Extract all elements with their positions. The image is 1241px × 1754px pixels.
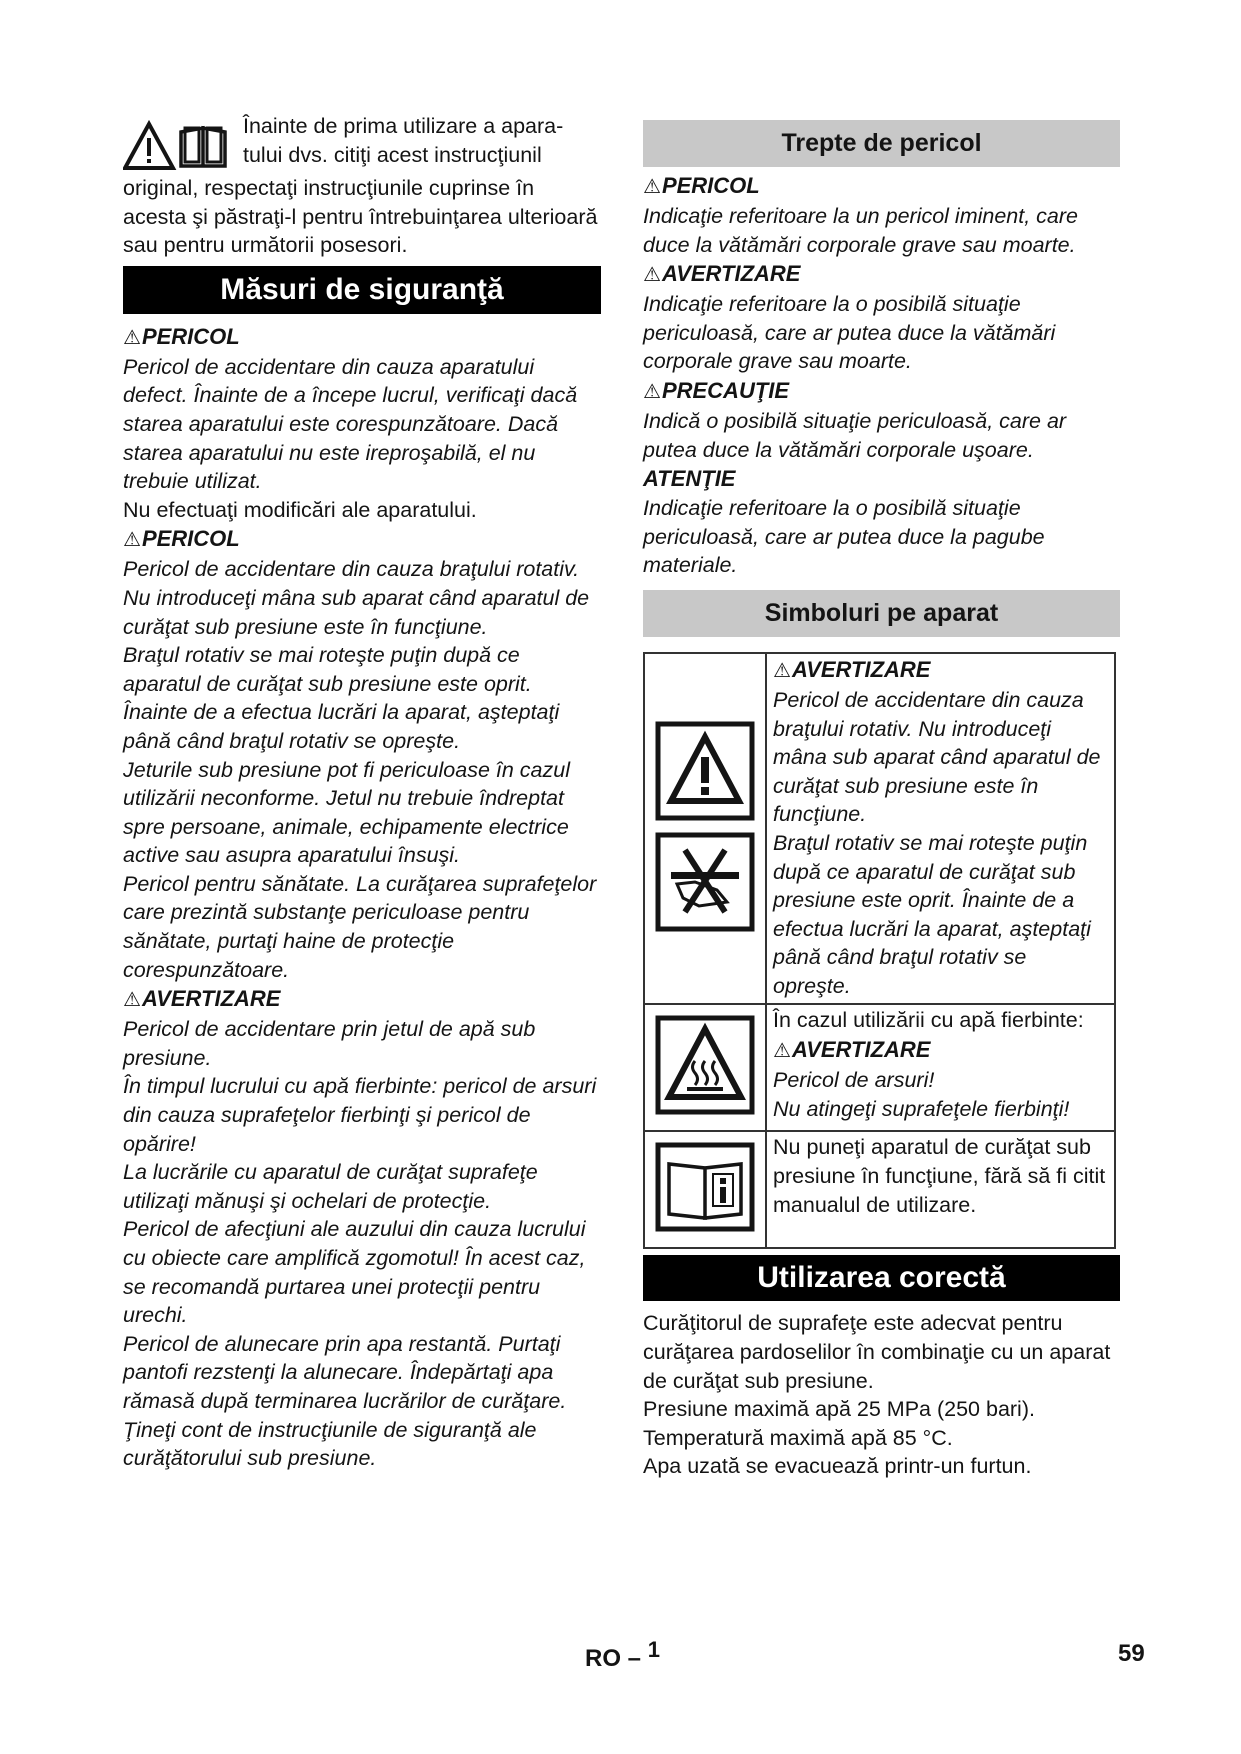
symbol-icons-cell [644, 653, 766, 1005]
symbol-text-cell-1 [766, 653, 1115, 1005]
level-label-atentie: ATENŢIE [643, 466, 736, 492]
intro-line-1: Înainte de prima utilizare a apara- [243, 114, 564, 138]
warning-icon: ⚠ [123, 326, 141, 349]
danger-text-2b: Braţul rotativ se mai roteşte puţin după ce aparatul de curăţat sub presiune este oprit. Înainte de a efectua lucrări la aparat, aşteptaţi până când braţul rotativ se opreşte. [123, 643, 560, 753]
symbol-text-1b: Braţul rotativ se mai roteşte puţin după ce aparatul de curăţat sub presiune este oprit. Înainte de a efectua lucrări la aparat, aşteptaţi până când braţul rotativ se opreşte. [773, 830, 1091, 998]
level-label-precautie: ⚠PRECAUŢIE [643, 377, 790, 403]
section-title-symbols: Simboluri pe aparat [643, 590, 1120, 637]
danger-text-1-normal: Nu efectuaţi modificări ale aparatului. [123, 497, 477, 522]
symbol-text-cell-2 [766, 1004, 1115, 1131]
symbol-intro-hot-water: În cazul utilizării cu apă fierbinte: [773, 1008, 1084, 1033]
symbols-table [643, 652, 1116, 1250]
section-title-usage: Utilizarea corectă [643, 1255, 1120, 1301]
usage-text-3: Temperatură maximă apă 85 °C. [643, 1425, 953, 1450]
level-label-avertizare: ⚠AVERTIZARE [643, 261, 801, 287]
symbol-label-avertizare-1: ⚠AVERTIZARE [773, 656, 931, 682]
label-pericol-1: ⚠PERICOL [123, 323, 240, 349]
warning-text-c: La lucrările cu aparatul de curăţat suprafeţe utilizaţi mănuşi şi ochelari de protecţie. [123, 1160, 538, 1213]
level-label-pericol: ⚠PERICOL [643, 173, 760, 198]
symbol-text-2b: Nu atingeţi suprafeţele fierbinţi! [773, 1096, 1070, 1121]
symbol-row-rotating-arm [644, 653, 1115, 1005]
section-title-safety: Măsuri de siguranţă [123, 266, 601, 314]
warning-text-d: Pericol de afecţiuni ale auzului din cauza lucrului cu obiecte care amplifică zgomotul! În acest caz, se recomandă purtarea unei protecţii pentru urechi. [123, 1217, 586, 1328]
usage-text-1: Curăţitorul de suprafeţe este adecvat pentru curăţarea pardoselilor în combinaţie cu un aparat de curăţat sub presiune. [643, 1311, 1111, 1393]
warning-text-f: Ţineţi cont de instrucţiunile de siguranţă ale curăţătorului sub presiune. [123, 1417, 537, 1471]
symbol-text-1a: Pericol de accidentare din cauza braţului rotativ. Nu introduceţi mâna sub aparat când aparatul de curăţat sub presiune este în funcţiune. [773, 687, 1101, 827]
level-text-atentie: Indicaţie referitoare la o posibilă situaţie periculoasă, care ar putea duce la pagube materiale. [643, 496, 1045, 578]
danger-text-2a: Pericol de accidentare din cauza braţului rotativ. Nu introduceţi mâna sub aparat când aparatul de curăţat sub presiune este în funcţiune. [123, 557, 590, 639]
warning-text-e: Pericol de alunecare prin apa restantă. Purtaţi pantofi rezstenţi la alunecare. Îndepărtaţi apa rămasă după terminarea lucrărilor de curăţare. [123, 1331, 567, 1413]
warning-text-a: Pericol de accidentare prin jetul de apă sub presiune. [123, 1017, 536, 1070]
warning-icon: ⚠ [643, 264, 661, 287]
danger-text-1: Pericol de accidentare din cauza aparatului defect. Înainte de a începe lucrul, verificaţi dacă starea aparatului este corespunzătoare. Dacă starea aparatului nu este ireproşabilă, el nu trebuie utilizat. [123, 354, 578, 494]
level-text-avertizare: Indicaţie referitoare la o posibilă situaţie periculoasă, care ar putea duce la vătămări corporale grave sau moarte. [643, 292, 1056, 374]
symbol-row-hot-surface [644, 1004, 1115, 1131]
no-hand-under-device-icon [655, 832, 755, 932]
intro [123, 112, 601, 260]
intro-line-2: tului dvs. citiţi acest instrucţiunil [243, 142, 542, 167]
usage-text-4: Apa uzată se evacuează printr-un furtun. [643, 1454, 1032, 1479]
warning-icon: ⚠ [773, 1040, 791, 1063]
danger-text-2d: Pericol pentru sănătate. La curăţarea suprafeţelor care prezintă substanţe periculoase pentru sănătate, purtaţi haine de protecţie corespunzătoare. [123, 871, 597, 982]
warning-icon: ⚠ [123, 989, 141, 1012]
usage-text-2: Presiune maximă apă 25 MPa (250 bari). [643, 1397, 1035, 1422]
symbol-text-2a: Pericol de arsuri! [773, 1068, 935, 1093]
level-text-precautie: Indică o posibilă situaţie periculoasă, care ar putea duce la vătămări corporale uşoare. [643, 408, 1067, 462]
symbol-text-cell-3 [766, 1131, 1115, 1248]
footer-language: RO – $^1$ [585, 1637, 660, 1672]
label-pericol-2: ⚠PERICOL [123, 526, 240, 552]
warning-text-b: În timpul lucrului cu apă fierbinte: pericol de arsuri din cauza suprafeţelor fierbinţi şi pericol de opărire! [123, 1074, 597, 1156]
label-avertizare: ⚠AVERTIZARE [123, 986, 281, 1012]
read-manual-icon [655, 1142, 755, 1232]
left-column [123, 112, 601, 1473]
hot-surface-icon [655, 1015, 755, 1115]
warning-and-manual-icon [123, 118, 235, 174]
warning-icon: ⚠ [773, 659, 791, 682]
symbol-label-avertizare-2: ⚠AVERTIZARE [773, 1037, 931, 1063]
symbol-text-3: Nu puneţi aparatul de curăţat sub presiune în funcţiune, fără să fi citit manualul de utilizare. [773, 1135, 1106, 1217]
warning-icon: ⚠ [643, 380, 661, 403]
warning-icon: ⚠ [643, 176, 661, 198]
section-title-levels: Trepte de pericol [643, 120, 1120, 167]
right-column [643, 120, 1120, 1481]
warning-icon: ⚠ [123, 529, 141, 552]
level-text-pericol: Indicaţie referitoare la un pericol iminent, care duce la vătămări corporale grave sau moarte. [643, 204, 1078, 257]
symbol-row-manual [644, 1131, 1115, 1248]
danger-text-2c: Jeturile sub presiune pot fi periculoase în cazul utilizării neconforme. Jetul nu trebuie îndreptat spre persoane, animale, echipamente electrice active sau asupra aparatului însuşi. [123, 757, 570, 868]
intro-text: original, respectaţi instrucţiunile cuprinse în acesta şi păstraţi-l pentru întrebuinţarea ulterioară sau pentru următorii posesori. [123, 176, 598, 258]
warning-sign-icon [655, 721, 755, 821]
page-number: 59 [1118, 1640, 1145, 1667]
